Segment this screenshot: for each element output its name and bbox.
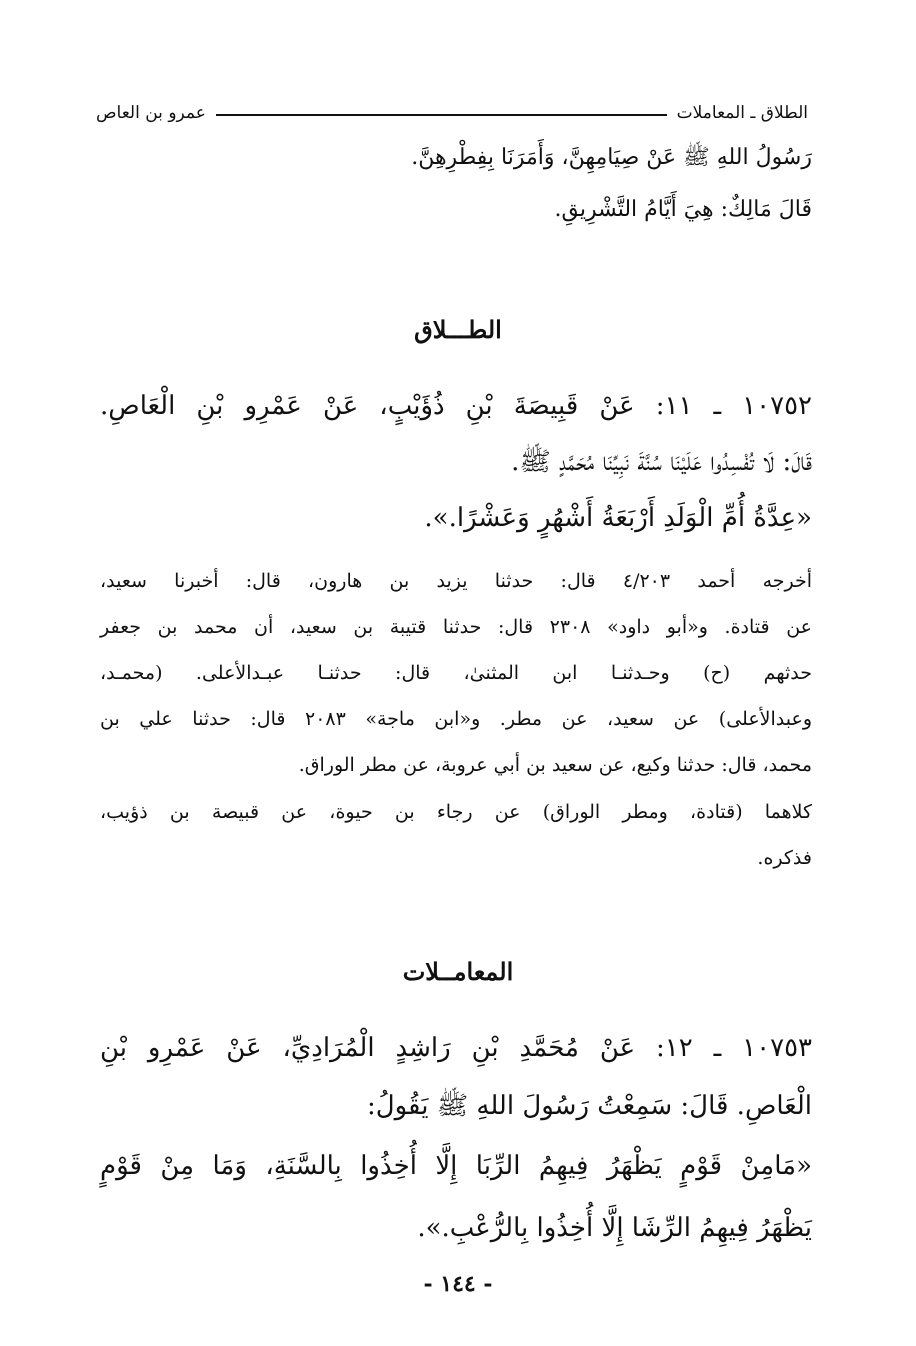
takhrij-line-6: كلاهما (قتادة، ومطر الوراق) عن رجاء بن حيوة، عن قبيصة بن ذؤيب، [100, 801, 812, 823]
intro-line-1: رَسُولُ اللهِ ﷺ عَنْ صِيَامِهِنَّ، وَأَمَرَنَا بِفِطْرِهِنَّ. [411, 145, 812, 170]
hadith-10753-line-2: الْعَاصِ. قَالَ: سَمِعْتُ رَسُولَ اللهِ ﷺ يَقُولُ: [366, 1091, 812, 1121]
hadith-10753-line-1: ١٠٧٥٣ ـ ١٢: عَنْ مُحَمَّدِ بْنِ رَاشِدٍ الْمُرَادِيِّ، عَنْ عَمْرِو بْنِ [100, 1033, 812, 1063]
page-number: - ١٤٤ - [423, 1271, 493, 1297]
running-header [96, 98, 808, 128]
section-title-talaq: الطـــلاق [414, 315, 502, 344]
hadith-10752-line-1: ١٠٧٥٢ ـ ١١: عَنْ قَبِيصَةَ بْنِ ذُؤَيْبٍ، عَنْ عَمْرِو بْنِ الْعَاصِ. [100, 391, 812, 421]
takhrij-line-1: أخرجه أحمد ٤/٢٠٣ قال: حدثنا يزيد بن هارون، قال: أخبرنا سعيد، [100, 570, 813, 592]
takhrij-line-3: حدثهم (ح) وحـدثنـا ابن المثنىٰ، قال: حدثنـا عبـدالأعلى. (محمـد، [100, 662, 812, 684]
hadith-10753-line-3: «مَامِنْ قَوْمٍ يَظْهَرُ فِيهِمُ الرِّبَا إِلَّا أُخِذُوا بِالسَّنَةِ، وَمَا مِنْ قَوْمٍ [100, 1151, 812, 1181]
header-chapter-title: الطلاق ـ المعاملات [676, 103, 808, 123]
header-rule [216, 114, 667, 116]
takhrij-line-4: وعبدالأعلى) عن سعيد، عن مطر. و«ابن ماجة» ٢٠٨٣ قال: حدثنا علي بن [100, 708, 812, 730]
takhrij-line-2: عن قتادة. و«أبو داود» ٢٣٠٨ قال: حدثنا قتيبة بن سعيد، أن محمد بن جعفر [100, 616, 812, 638]
hadith-10752-line-3: «عِدَّةُ أُمِّ الْوَلَدِ أَرْبَعَةُ أَشْهُرٍ وَعَشْرًا.». [424, 503, 812, 533]
hadith-10753-line-4: يَظْهَرُ فِيهِمُ الرِّشَا إِلَّا أُخِذُوا بِالرُّعْبِ.». [417, 1213, 812, 1243]
takhrij-line-5: محمد، قال: حدثنا وكيع، عن سعيد بن أبي عروبة، عن مطر الوراق. [298, 754, 812, 776]
section-title-muamalat: المعامــلات [402, 957, 514, 986]
intro-line-2: قَالَ مَالِكٌ: هِيَ أَيَّامُ التَّشْرِيقِ. [554, 197, 812, 222]
hadith-10752-line-2: قَالَ: لَا تُفْسِدُوا عَلَيْنَا سُنَّةَ نَبِيِّنَا مُحَمَّدٍ ﷺ. [511, 447, 812, 477]
header-narrator-name: عمرو بن العاص [96, 103, 206, 123]
takhrij-line-7: فذكره. [757, 847, 812, 869]
